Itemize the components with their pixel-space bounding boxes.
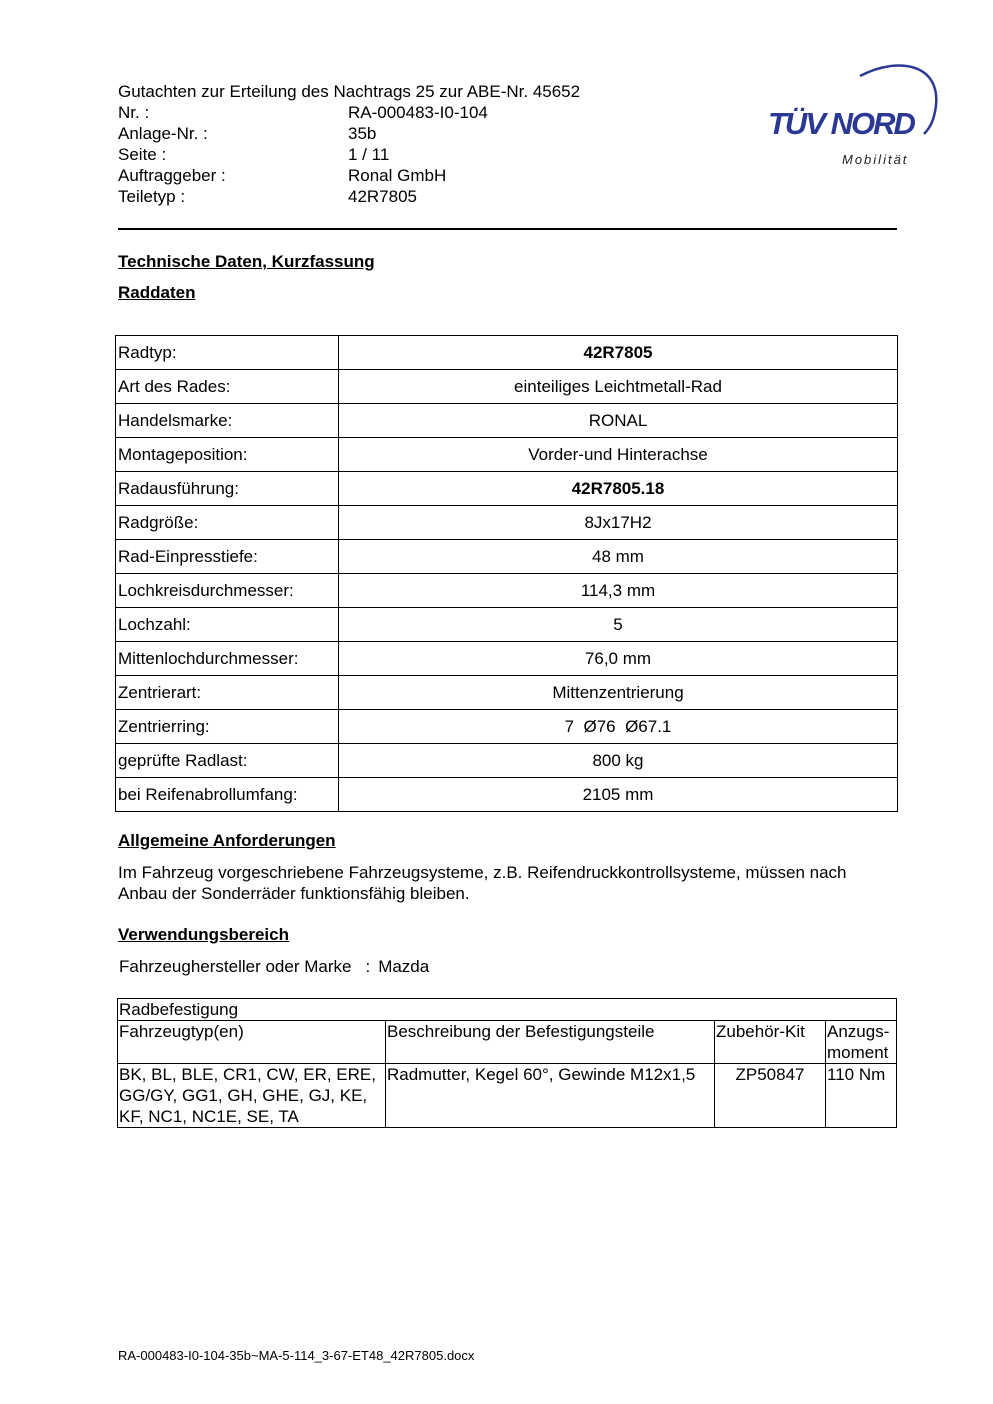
wheel-attribute-value: einteiliges Leichtmetall-Rad bbox=[339, 370, 898, 404]
mounting-title-row bbox=[118, 999, 897, 1021]
fastener-description-cell: Radmutter, Kegel 60°, Gewinde M12x1,5 bbox=[386, 1064, 715, 1128]
usage-value: Mazda bbox=[378, 957, 430, 976]
table-row bbox=[116, 472, 898, 506]
wheel-attribute-label: Radtyp: bbox=[116, 336, 339, 370]
wheel-attribute-label: Handelsmarke: bbox=[116, 404, 339, 438]
wheel-attribute-label: Lochkreisdurchmesser: bbox=[116, 574, 339, 608]
table-row bbox=[116, 778, 898, 812]
wheel-attribute-value: 8Jx17H2 bbox=[339, 506, 898, 540]
accessory-kit-cell: ZP50847 bbox=[715, 1064, 826, 1128]
wheel-attribute-label: Montageposition: bbox=[116, 438, 339, 472]
wheel-attribute-label: geprüfte Radlast: bbox=[116, 744, 339, 778]
wheel-attribute-label: Zentrierart: bbox=[116, 676, 339, 710]
wheel-attribute-value: 42R7805 bbox=[339, 336, 898, 370]
table-row bbox=[116, 574, 898, 608]
wheel-attribute-value: RONAL bbox=[339, 404, 898, 438]
meta-value: 1 / 11 bbox=[348, 145, 390, 164]
wheel-attribute-value: 42R7805.18 bbox=[339, 472, 898, 506]
section-heading-verwendung: Verwendungsbereich bbox=[118, 925, 289, 944]
report-title: Gutachten zur Erteilung des Nachtrags 25 zur ABE-Nr. 45652 bbox=[118, 82, 581, 101]
logo-subtitle: Mobilität bbox=[842, 152, 909, 167]
section-heading-raddaten: Raddaten bbox=[118, 283, 196, 302]
usage-row bbox=[119, 957, 429, 977]
table-row bbox=[116, 404, 898, 438]
usage-separator: : bbox=[365, 957, 371, 976]
requirements-text: Im Fahrzeug vorgeschriebene Fahrzeugsysteme, z.B. Reifendruckkontrollsysteme, müssen nach Anbau der Sonderräder funktionsfähig bleiben. bbox=[118, 863, 847, 903]
meta-value: Ronal GmbH bbox=[348, 166, 447, 185]
wheel-attribute-value: 76,0 mm bbox=[339, 642, 898, 676]
section-heading-allgemein: Allgemeine Anforderungen bbox=[118, 831, 336, 850]
wheel-attribute-value: 114,3 mm bbox=[339, 574, 898, 608]
wheel-attribute-value: Vorder-und Hinterachse bbox=[339, 438, 898, 472]
meta-label: Seite : bbox=[118, 145, 167, 164]
table-row bbox=[116, 336, 898, 370]
table-row bbox=[116, 676, 898, 710]
meta-row-nr bbox=[118, 102, 488, 123]
wheel-attribute-label: bei Reifenabrollumfang: bbox=[116, 778, 339, 812]
meta-label: Auftraggeber : bbox=[118, 166, 226, 185]
report-meta bbox=[118, 102, 488, 207]
table-row bbox=[118, 1064, 897, 1128]
mounting-title: Radbefestigung bbox=[118, 999, 897, 1021]
logo-wordmark: TÜV NORD bbox=[768, 106, 914, 141]
section-heading-tech: Technische Daten, Kurzfassung bbox=[118, 252, 375, 271]
meta-value: RA-000483-I0-104 bbox=[348, 103, 488, 122]
tuev-nord-logo bbox=[762, 56, 942, 171]
meta-value: 42R7805 bbox=[348, 187, 418, 206]
wheel-attribute-value: 2105 mm bbox=[339, 778, 898, 812]
footer-filename: RA-000483-I0-104-35b~MA-5-114_3-67-ET48_42R7805.docx bbox=[118, 1348, 475, 1363]
wheel-attribute-value: 7 Ø76 Ø67.1 bbox=[339, 710, 898, 744]
mounting-table bbox=[117, 998, 897, 1128]
wheel-attribute-label: Radausführung: bbox=[116, 472, 339, 506]
table-row bbox=[116, 710, 898, 744]
wheel-data-table bbox=[115, 335, 898, 812]
wheel-attribute-value: 800 kg bbox=[339, 744, 898, 778]
wheel-attribute-label: Lochzahl: bbox=[116, 608, 339, 642]
wheel-attribute-label: Radgröße: bbox=[116, 506, 339, 540]
table-row bbox=[116, 438, 898, 472]
header-vehicle-types: Fahrzeugtyp(en) bbox=[118, 1021, 386, 1064]
meta-row-anlage bbox=[118, 123, 488, 144]
header-divider bbox=[118, 228, 897, 230]
wheel-attribute-value: 5 bbox=[339, 608, 898, 642]
table-row bbox=[116, 540, 898, 574]
meta-value: 35b bbox=[348, 124, 377, 143]
vehicle-types-cell: BK, BL, BLE, CR1, CW, ER, ERE, GG/GY, GG1, GH, GHE, GJ, KE, KF, NC1, NC1E, SE, TA bbox=[118, 1064, 386, 1128]
mounting-header-row bbox=[118, 1021, 897, 1064]
usage-label: Fahrzeughersteller oder Marke bbox=[119, 957, 352, 976]
meta-row-seite bbox=[118, 144, 488, 165]
wheel-attribute-label: Rad-Einpresstiefe: bbox=[116, 540, 339, 574]
wheel-attribute-value: Mittenzentrierung bbox=[339, 676, 898, 710]
header-fastener-description: Beschreibung der Befestigungsteile bbox=[386, 1021, 715, 1064]
header-accessory-kit: Zubehör-Kit bbox=[715, 1021, 826, 1064]
meta-label: Anlage-Nr. : bbox=[118, 124, 208, 143]
wheel-attribute-label: Zentrierring: bbox=[116, 710, 339, 744]
meta-label: Teiletyp : bbox=[118, 187, 186, 206]
table-row bbox=[116, 506, 898, 540]
meta-row-auftraggeber bbox=[118, 165, 488, 186]
table-row bbox=[116, 744, 898, 778]
wheel-attribute-value: 48 mm bbox=[339, 540, 898, 574]
table-row bbox=[116, 642, 898, 676]
table-row bbox=[116, 608, 898, 642]
meta-label: Nr. : bbox=[118, 103, 150, 122]
table-row bbox=[116, 370, 898, 404]
torque-cell: 110 Nm bbox=[826, 1064, 897, 1128]
meta-row-teiletyp bbox=[118, 186, 488, 207]
wheel-attribute-label: Mittenlochdurchmesser: bbox=[116, 642, 339, 676]
wheel-attribute-label: Art des Rades: bbox=[116, 370, 339, 404]
header-torque: Anzugs- moment bbox=[826, 1021, 897, 1064]
